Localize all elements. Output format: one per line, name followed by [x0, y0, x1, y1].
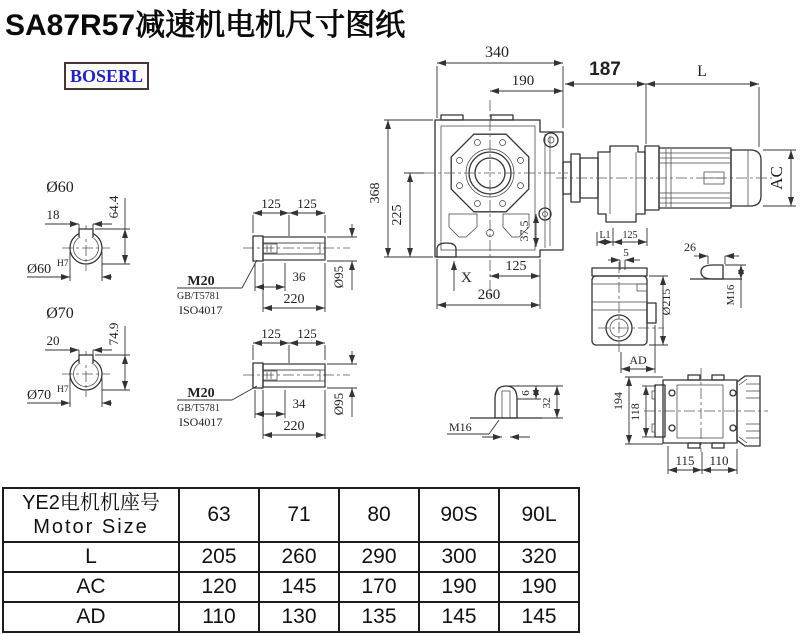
- dim-side-AD: AD: [629, 353, 647, 367]
- dim-key-b-M16: M16: [449, 420, 472, 434]
- value-L-90L: 320: [499, 542, 579, 572]
- label-sleeve-a-thread: M20: [187, 274, 215, 289]
- motor-size-table: [2, 487, 580, 633]
- value-AD-80: 135: [339, 602, 419, 632]
- label-sleeve-a-std2: ISO4017: [179, 303, 223, 317]
- dim-key-a-M16: M16: [725, 284, 737, 306]
- value-AC-90L: 190: [499, 572, 579, 602]
- value-L-63: 205: [179, 542, 259, 572]
- header-motor-size-cell: [3, 488, 179, 542]
- dim-main-37-5: 37.5: [517, 220, 531, 242]
- value-AC-90S: 190: [419, 572, 499, 602]
- value-AD-90S: 145: [419, 602, 499, 632]
- dim-sleeve-b-125-left: 125: [261, 326, 281, 341]
- header-size-90L: 90L: [499, 488, 579, 542]
- label-sleeve-b-std2: ISO4017: [179, 415, 223, 429]
- dim-sleeve-b-125-right: 125: [297, 326, 317, 341]
- side-view-linework: [592, 228, 668, 373]
- value-AD-90L: 145: [499, 602, 579, 632]
- dim-sleeve-b-length: 220: [283, 419, 305, 434]
- gearbox-front-linework: [384, 63, 568, 309]
- header-size-80: 80: [339, 488, 419, 542]
- dim-key-b-32: 32: [541, 397, 553, 409]
- value-L-80: 290: [339, 542, 419, 572]
- dim-sleeve-a-125-left: 125: [261, 196, 281, 211]
- boserl-logo: BOSERL: [64, 62, 149, 90]
- dim-sleeve-a-125-right: 125: [297, 196, 317, 211]
- dim-top-110: 110: [709, 453, 729, 468]
- dim-top-118: 118: [628, 403, 642, 421]
- sleeve-section-a: [177, 196, 357, 317]
- dim-shaft70-bore: Ø70: [27, 388, 52, 403]
- dim-shaft60-key: 18: [46, 207, 60, 222]
- dim-shaft70-tolerance: H7: [57, 385, 69, 395]
- dim-sleeve-a-depth: 36: [292, 269, 306, 284]
- header-motor-size-en: Motor Size: [33, 516, 149, 538]
- header-motor-size-cn: YE2电机机座号: [22, 492, 160, 514]
- dim-main-260: 260: [477, 287, 501, 303]
- dim-key-a-26: 26: [684, 240, 696, 254]
- value-AD-71: 130: [259, 602, 339, 632]
- shaft-section-70: [27, 305, 130, 407]
- label-main-x: X: [461, 270, 472, 286]
- dim-side-5: 5: [623, 247, 629, 259]
- dim-shaft70-key: 20: [46, 333, 60, 348]
- gearbox-top-view: [611, 368, 768, 474]
- gearbox-front-view: [368, 44, 568, 309]
- dim-main-190: 190: [511, 73, 535, 89]
- row-label-AC: AC: [3, 572, 179, 602]
- dim-sleeve-b-depth: 34: [292, 396, 306, 411]
- dim-side-125: 125: [622, 230, 638, 241]
- gearbox-side-view: [592, 228, 673, 373]
- dim-top-115: 115: [675, 453, 695, 468]
- dim-main-368: 368: [368, 182, 383, 204]
- value-L-90S: 300: [419, 542, 499, 572]
- row-label-L: L: [3, 542, 179, 572]
- value-AC-63: 120: [179, 572, 259, 602]
- motor-side-view: [556, 59, 796, 222]
- label-sleeve-a-std1: GB/T5781: [177, 291, 220, 302]
- header-size-63: 63: [179, 488, 259, 542]
- label-sleeve-b-std1: GB/T5781: [177, 403, 220, 414]
- table-row-AC: [3, 572, 579, 602]
- table-row-AD: [3, 602, 579, 632]
- dim-shaft60-height: 64.4: [106, 195, 121, 219]
- dim-shaft70-height: 74.9: [106, 322, 121, 346]
- motor-linework: [556, 84, 796, 222]
- dim-sleeve-b-dia: Ø95: [331, 392, 346, 416]
- dim-shaft60-tolerance: H7: [57, 259, 69, 269]
- dim-key-b-6: 6: [520, 390, 532, 396]
- header-size-71: 71: [259, 488, 339, 542]
- key-a-linework: [690, 256, 746, 308]
- dim-side-dia215: Ø215: [659, 288, 673, 316]
- dim-shaft70-title: Ø70: [46, 305, 74, 322]
- dim-sleeve-a-length: 220: [283, 292, 305, 307]
- value-L-71: 260: [259, 542, 339, 572]
- key-detail-a: [684, 240, 746, 308]
- dim-motor-L: L: [697, 63, 707, 80]
- top-view-linework: [625, 368, 768, 474]
- dim-main-340: 340: [485, 44, 509, 61]
- dim-main-125: 125: [505, 259, 527, 274]
- dim-top-194: 194: [611, 392, 625, 410]
- dim-side-L1: L1: [599, 230, 611, 241]
- dim-motor-AC: AC: [767, 166, 786, 190]
- dim-main-225: 225: [390, 204, 405, 226]
- row-label-AD: AD: [3, 602, 179, 632]
- dim-motor-187: 187: [589, 59, 621, 80]
- value-AC-80: 170: [339, 572, 419, 602]
- key-detail-b: [447, 386, 563, 437]
- sleeve-section-b: [177, 326, 357, 439]
- value-AD-63: 110: [179, 602, 259, 632]
- table-header-row: [3, 488, 579, 542]
- table-row-L: [3, 542, 579, 572]
- dim-shaft60-bore: Ø60: [27, 262, 52, 277]
- header-size-90S: 90S: [419, 488, 499, 542]
- value-AC-71: 145: [259, 572, 339, 602]
- label-sleeve-b-thread: M20: [187, 386, 215, 401]
- dim-shaft60-title: Ø60: [46, 179, 74, 196]
- page-title: SA87R57减速机电机尺寸图纸: [5, 9, 406, 42]
- shaft-section-60: [27, 179, 130, 281]
- dim-sleeve-a-dia: Ø95: [331, 265, 346, 289]
